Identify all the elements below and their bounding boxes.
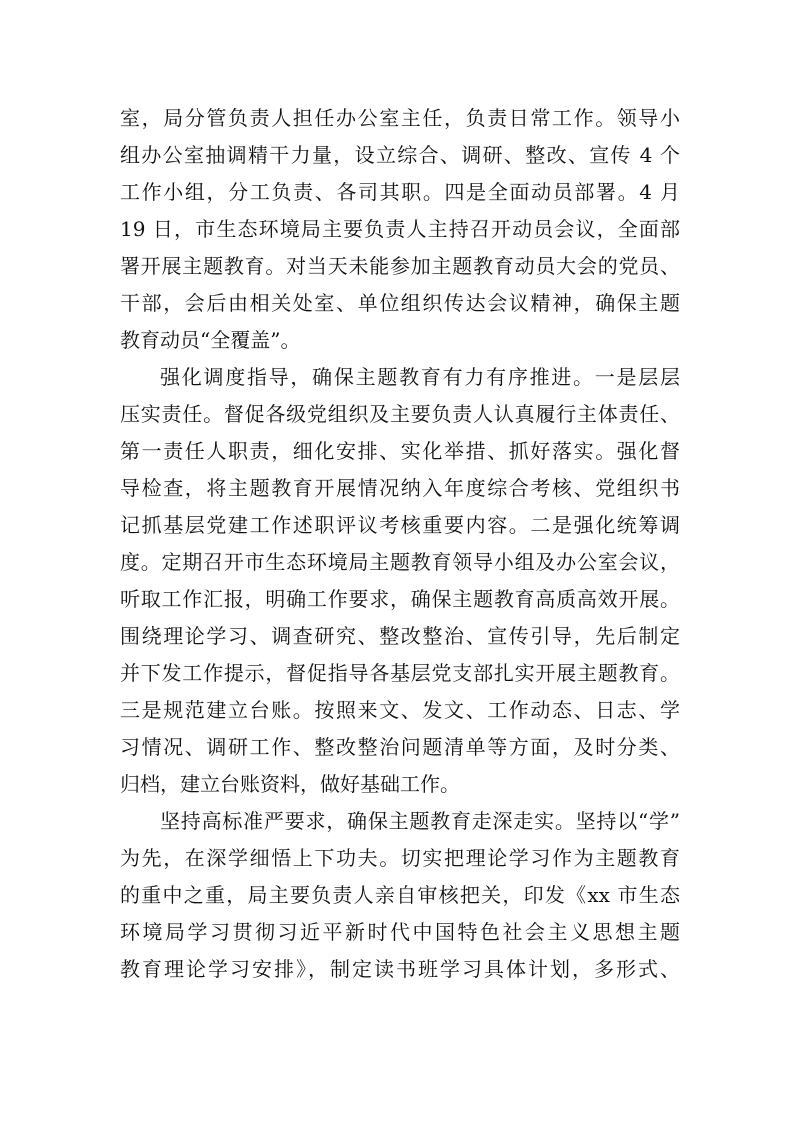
text-line: 教育理论学习安排》，制定读书班学习具体计划，多形式、 [120,957,680,981]
text-line: 的重中之重，局主要负责人亲自审核把关，印发《xx 市生态 [120,883,680,907]
text-line: 导检查，将主题教育开展情况纳入年度综合考核、党组织书 [120,476,680,500]
text-line: 组办公室抽调精干力量，设立综合、调研、整改、宣传 4 个 [120,143,680,167]
text-line: 并下发工作提示，督促指导各基层党支部扎实开展主题教育。 [120,661,680,685]
paragraph-heading-line: 坚持高标准严要求，确保主题教育走深走实。坚持以“学” [160,809,680,833]
text-line: 为先，在深学细悟上下功夫。切实把理论学习作为主题教育 [120,846,680,870]
text-line: 教育动员“全覆盖”。 [120,328,301,352]
text-line: 第一责任人职责，细化安排、实化举措、抓好落实。强化督 [120,439,680,463]
text-line: 习情况、调研工作、整改整治问题清单等方面，及时分类、 [120,735,680,759]
text-line: 工作小组，分工负责、各司其职。四是全面动员部署。4 月 [120,180,680,204]
text-line: 压实责任。督促各级党组织及主要负责人认真履行主体责任、 [120,402,680,426]
text-line: 环境局学习贯彻习近平新时代中国特色社会主义思想主题 [120,920,680,944]
paragraph-heading-line: 强化调度指导，确保主题教育有力有序推进。一是层层 [160,365,680,389]
text-line: 署开展主题教育。对当天未能参加主题教育动员大会的党员、 [120,254,680,278]
text-line: 听取工作汇报，明确工作要求，确保主题教育高质高效开展。 [120,587,680,611]
text-line: 记抓基层党建工作述职评议考核重要内容。二是强化统筹调 [120,513,680,537]
text-line: 三是规范建立台账。按照来文、发文、工作动态、日志、学 [120,698,680,722]
text-line: 归档，建立台账资料，做好基础工作。 [120,772,460,796]
text-line: 干部，会后由相关处室、单位组织传达会议精神，确保主题 [120,291,680,315]
text-line: 室，局分管负责人担任办公室主任，负责日常工作。领导小 [120,106,680,130]
text-line: 度。定期召开市生态环境局主题教育领导小组及办公室会议， [120,550,680,574]
text-line: 19 日，市生态环境局主要负责人主持召开动员会议，全面部 [120,217,680,241]
text-line: 围绕理论学习、调查研究、整改整治、宣传引导，先后制定 [120,624,680,648]
